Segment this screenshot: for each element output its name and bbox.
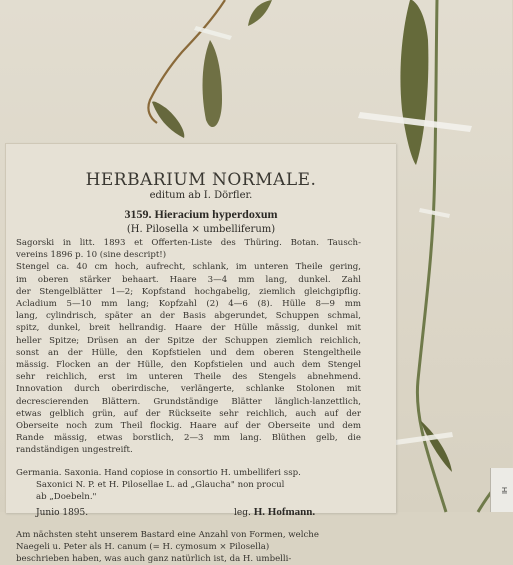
locality-line: ab „Doebeln." <box>36 491 97 502</box>
edge-tag: HI <box>490 468 513 512</box>
note-line: Am nächsten steht unserem Bastard eine Anzahl von Formen, welche <box>16 530 319 540</box>
description-line: sonst an der Hülle, den Kopfstielen und dem oberen Stengeltheile <box>16 347 361 358</box>
description-line: randständigen ungestreift. <box>16 445 133 456</box>
description-line: im oberen stärker behaart. Haare 3—4 mm lang, dunkel. Zahl <box>16 274 361 285</box>
description-line: sehr reichlich, erst im unteren Theile des Stengels abnehmend. <box>16 372 361 383</box>
description-line: Sagorski in litt. 1893 et Offerten-Liste des Thüring. Botan. Tausch- <box>16 238 361 248</box>
note-line: Naegeli u. Peter als H. canum (= H. cymosum × Pilosella) <box>16 542 270 552</box>
collector-name: H. Hofmann. <box>253 506 316 518</box>
leg-prefix: leg. <box>234 508 251 518</box>
description-line: Acladium 5—10 mm lang; Kopfzahl (2) 4—6 (8). Hülle 8—9 mm <box>16 299 361 310</box>
description-line: lang, cylindrisch, später an der Basis abgerundet, Schuppen schmal, <box>16 311 361 322</box>
description-line: Stengel ca. 40 cm hoch, aufrecht, schlank, im unteren Theile gering, <box>16 262 361 273</box>
collector-line <box>234 506 315 518</box>
description-line: spitz, dunkel, breit hellrandig. Haare der Hülle mässig, dunkel mit <box>16 323 361 334</box>
description-text <box>16 237 361 457</box>
specimen-name: 3159. Hieracium hyperdoxum <box>124 207 278 221</box>
locality-line: Saxonici N. P. et H. Pilosellae L. ad „Glaucha" non procul <box>36 479 285 490</box>
locality-text <box>16 468 361 503</box>
description-line: mässig. Flocken an der Hülle, den Kopfstielen und auch dem Stengel <box>16 360 361 371</box>
hybrid-formula: (H. Pilosella × umbelliferum) <box>126 224 276 235</box>
description-line: Oberseite noch zum Theil flockig. Haare auf der Oberseite und dem <box>16 421 361 432</box>
description-line: der Stengelblätter 1—2; Kopfstand hochgabelig, ziemlich gleichgipflig. <box>16 286 361 297</box>
description-line: Innovation durch oberirdische, verlängerte, schlanke Stolonen mit <box>16 384 361 395</box>
note-line: beschrieben haben, was auch ganz natürlich ist, da H. umbelli- <box>16 554 292 564</box>
description-line: decrescierenden Blättern. Grundständige Blätter länglich-lanzettlich, <box>16 396 361 407</box>
label-title: HERBARIUM NORMALE. <box>85 170 317 190</box>
description-line: heller Spitze; Drüsen an der Spitze der Schuppen ziemlich reichlich, <box>16 335 361 346</box>
leaf-top <box>248 0 272 26</box>
collection-date: Junio 1895. <box>36 508 89 518</box>
description-line: Rande mässig, etwas borstlich, 2—3 mm lang. Blüthen gelb, die <box>16 433 361 444</box>
label-subtitle: editum ab I. Dörfler. <box>149 190 253 201</box>
description-line: vereins 1896 p. 10 (sine descript!) <box>16 250 167 261</box>
leaf-left-1 <box>203 40 222 127</box>
leaf-main <box>400 0 428 165</box>
specimen-label <box>5 143 396 564</box>
note-text <box>16 529 361 565</box>
locality-line: Germania. Saxonia. Hand copiose in consortio H. umbelliferi ssp. <box>16 468 301 478</box>
leaf-left-2 <box>152 101 184 138</box>
description-line: etwas gelblich grün, auf der Rückseite sehr reichlich, auch auf der <box>16 408 361 419</box>
